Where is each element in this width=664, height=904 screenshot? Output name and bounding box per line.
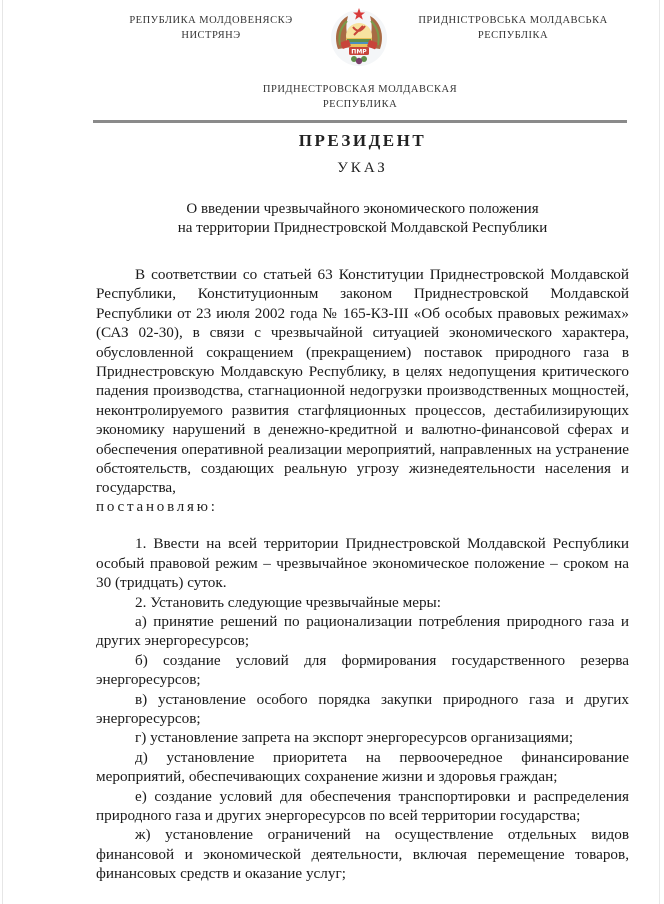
clause-2: 2. Установить следующие чрезвычайные меры: [135, 593, 441, 611]
measure-zh: ж) установление ограничений на осуществление отдельных видов финансовой и экономической деятельности, включая перемещение товаров, финансовых средств и оказание услуг; [96, 826, 629, 883]
header-ukrainian [398, 13, 628, 43]
header-russian [222, 82, 498, 112]
emblem-ribbon-text: ПМР [351, 48, 367, 56]
measure-d: д) установление приоритета на первоочередное финансирование мероприятий, обеспечивающих сохранение жизни и здоровья граждан; [96, 748, 629, 786]
measure-a: а) принятие решений по рационализации потребления природного газа и других энергоресурсов; [96, 612, 629, 650]
header-moldovan-line1: РЕПУБЛИКА МОЛДОВЕНЯСКЭ [129, 15, 293, 26]
decree-title [96, 200, 629, 238]
header-russian-line2: РЕСПУБЛИКА [322, 99, 398, 110]
measure-b: б) создание условий для формирования государственного резерва энергоресурсов; [96, 651, 629, 689]
measure-g: г) установление запрета на экспорт энергоресурсов организациями; [135, 729, 574, 747]
header-ukrainian-line2: РЕСПУБЛІКА [477, 30, 549, 41]
issuer-heading: ПРЕЗИДЕНТ [298, 131, 427, 150]
measure-e: е) создание условий для обеспечения транспортировки и распределения природного газа и других энергоресурсов по всей территории государства; [96, 787, 629, 824]
clause-1: 1. Ввести на всей территории Приднестровской Молдавской Республики особый правовой режим – чрезвычайное экономическое положение – сроком на 30 (тридцать) суток. [96, 535, 629, 592]
preamble [96, 265, 629, 498]
header-russian-line1: ПРИДНЕСТРОВСКАЯ МОЛДАВСКАЯ [262, 84, 458, 95]
decree-content [96, 130, 629, 904]
page-edge-right [659, 0, 660, 904]
page-edge-left [2, 0, 3, 904]
decree-title-line2: на территории Приднестровской Молдавской Республики [177, 220, 548, 236]
header-ukrainian-line1: ПРИДНІСТРОВСЬКА МОЛДАВСЬКА [418, 15, 608, 26]
measure-v: в) установление особого порядка закупки природного газа и других энергоресурсов; [96, 690, 629, 727]
decree-title-line1: О введении чрезвычайного экономического положения [186, 201, 539, 217]
document-type: УКАЗ [337, 160, 388, 176]
state-emblem-icon [330, 5, 388, 69]
decree-clauses [96, 534, 629, 903]
preamble-paragraph: В соответствии со статьей 63 Конституции Приднестровской Молдавской Республики, Конституционным законом Приднестровской Молдавской Республики от 23 июля 2002 года № 165-КЗ-III «Об особых правовых режимах» (САЗ 02-30), в связи с чрезвычайной ситуацией экономического характера, обусловленной сокращением (прекращением) поставок природного газа в Приднестровскую Молдавскую Республику, в целях недопущения критического падения производства, стагнационной недогрузки производственных мощностей, неконтролируемого развития стагфляционных процессов, дестабилизирующих экономику нарушений в денежно-кредитной и валютно-финансовой сферах и обеспечения оперативной реализации мероприятий, направленных на устранение обстоятельств, создающих реальную угрозу жизнедеятельности населения и государства, [96, 266, 629, 497]
masthead [0, 0, 664, 124]
header-moldovan-line2: НИСТРЯНЭ [181, 30, 241, 41]
header-divider [93, 120, 627, 123]
resolve-statement: постановляю: [96, 498, 218, 515]
header-moldovan [100, 13, 322, 43]
